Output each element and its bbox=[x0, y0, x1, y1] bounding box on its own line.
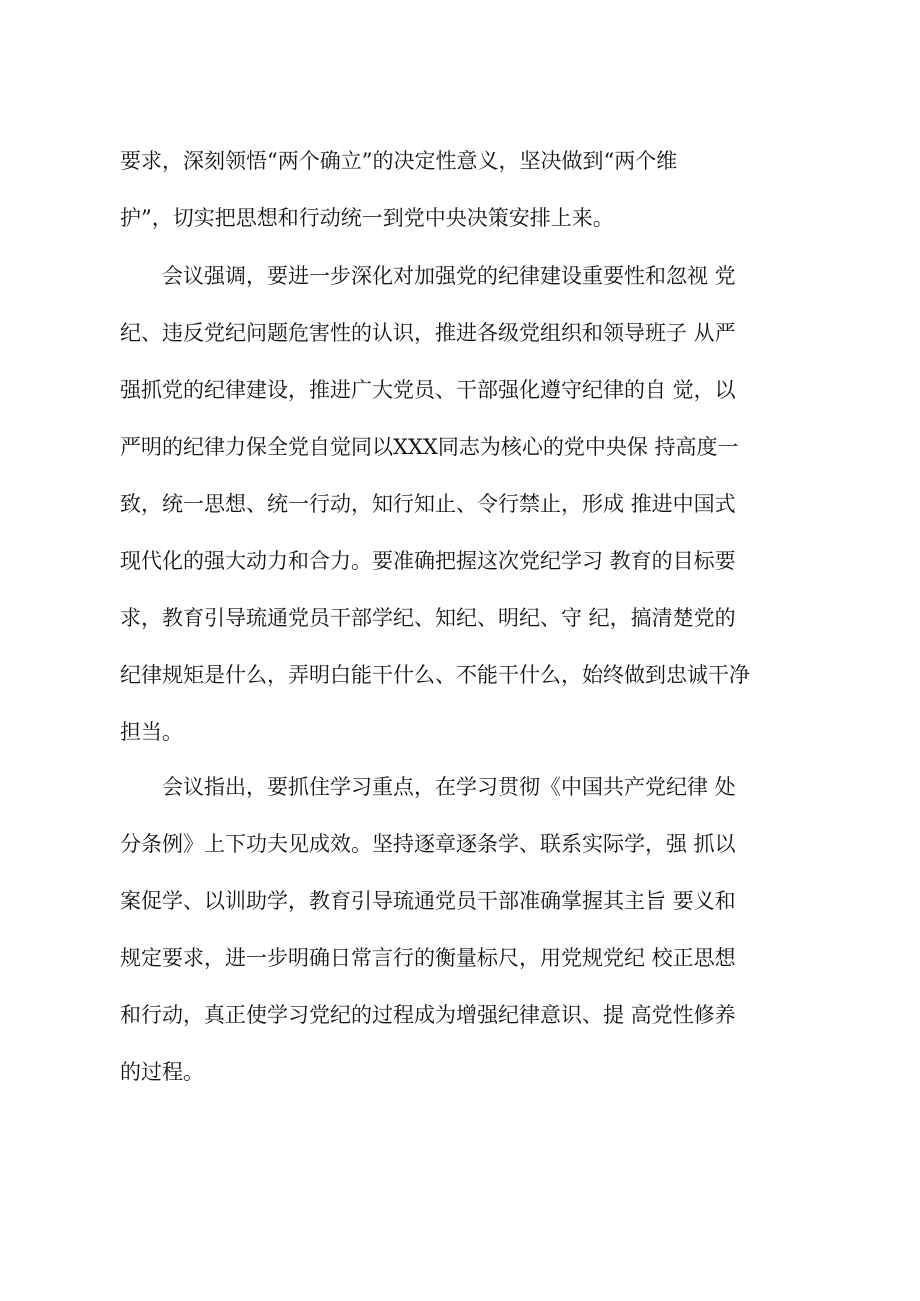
paragraph-line: 分条例》上下功夫见成效。坚持逐章逐条学、联系实际学，强 抓以 bbox=[120, 832, 736, 856]
paragraph-line: 案促学、以训助学，教育引导琉通党员干部准确掌握其主旨 要义和 bbox=[120, 889, 736, 913]
paragraph-line: 强抓党的纪律建设，推进广大党员、干部强化遵守纪律的自 觉，以 bbox=[120, 378, 736, 402]
paragraph-line: 纪律规矩是什么，弄明白能干什么、不能干什么，始终做到忠诚干净 bbox=[120, 663, 750, 687]
paragraph-line: 护”，切实把思想和行动统一到党中央决策安排上来。 bbox=[120, 206, 614, 230]
paragraph-line: 规定要求，进一步明确日常言行的衡量标尺，用党规党纪 校正思想 bbox=[120, 946, 736, 970]
paragraph-line: 会议指出，要抓住学习重点，在学习贯彻《中国共产党纪律 处 bbox=[162, 775, 736, 799]
paragraph-2 bbox=[120, 248, 820, 761]
paragraph-line: 的过程。 bbox=[120, 1060, 204, 1084]
paragraph-line: 要求，深刻领悟“两个确立”的决定性意义，坚决做到“两个维 bbox=[120, 149, 678, 173]
paragraph-line: 担当。 bbox=[120, 720, 183, 744]
paragraph-line: 会议强调，要进一步深化对加强党的纪律建设重要性和忽视 党 bbox=[162, 264, 736, 288]
paragraph-1 bbox=[120, 133, 820, 247]
paragraph-line: 现代化的强大动力和合力。要准确把握这次党纪学习 教育的目标要 bbox=[120, 549, 736, 573]
paragraph-line: 致，统一思想、统一行动，知行知止、令行禁止，形成 推进中国式 bbox=[120, 492, 736, 516]
paragraph-3 bbox=[120, 759, 820, 1101]
paragraph-line: 纪、违反党纪问题危害性的认识，推进各级党组织和领导班子 从严 bbox=[120, 321, 736, 345]
paragraph-line: 和行动，真正使学习党纪的过程成为增强纪律意识、提 高党性修养 bbox=[120, 1003, 736, 1027]
paragraph-line: 严明的纪律力保全党自觉同以XXX同志为核心的党中央保 持高度一 bbox=[120, 435, 739, 459]
paragraph-line: 求，教育引导琉通党员干部学纪、知纪、明纪、守 纪，搞清楚党的 bbox=[120, 606, 736, 630]
